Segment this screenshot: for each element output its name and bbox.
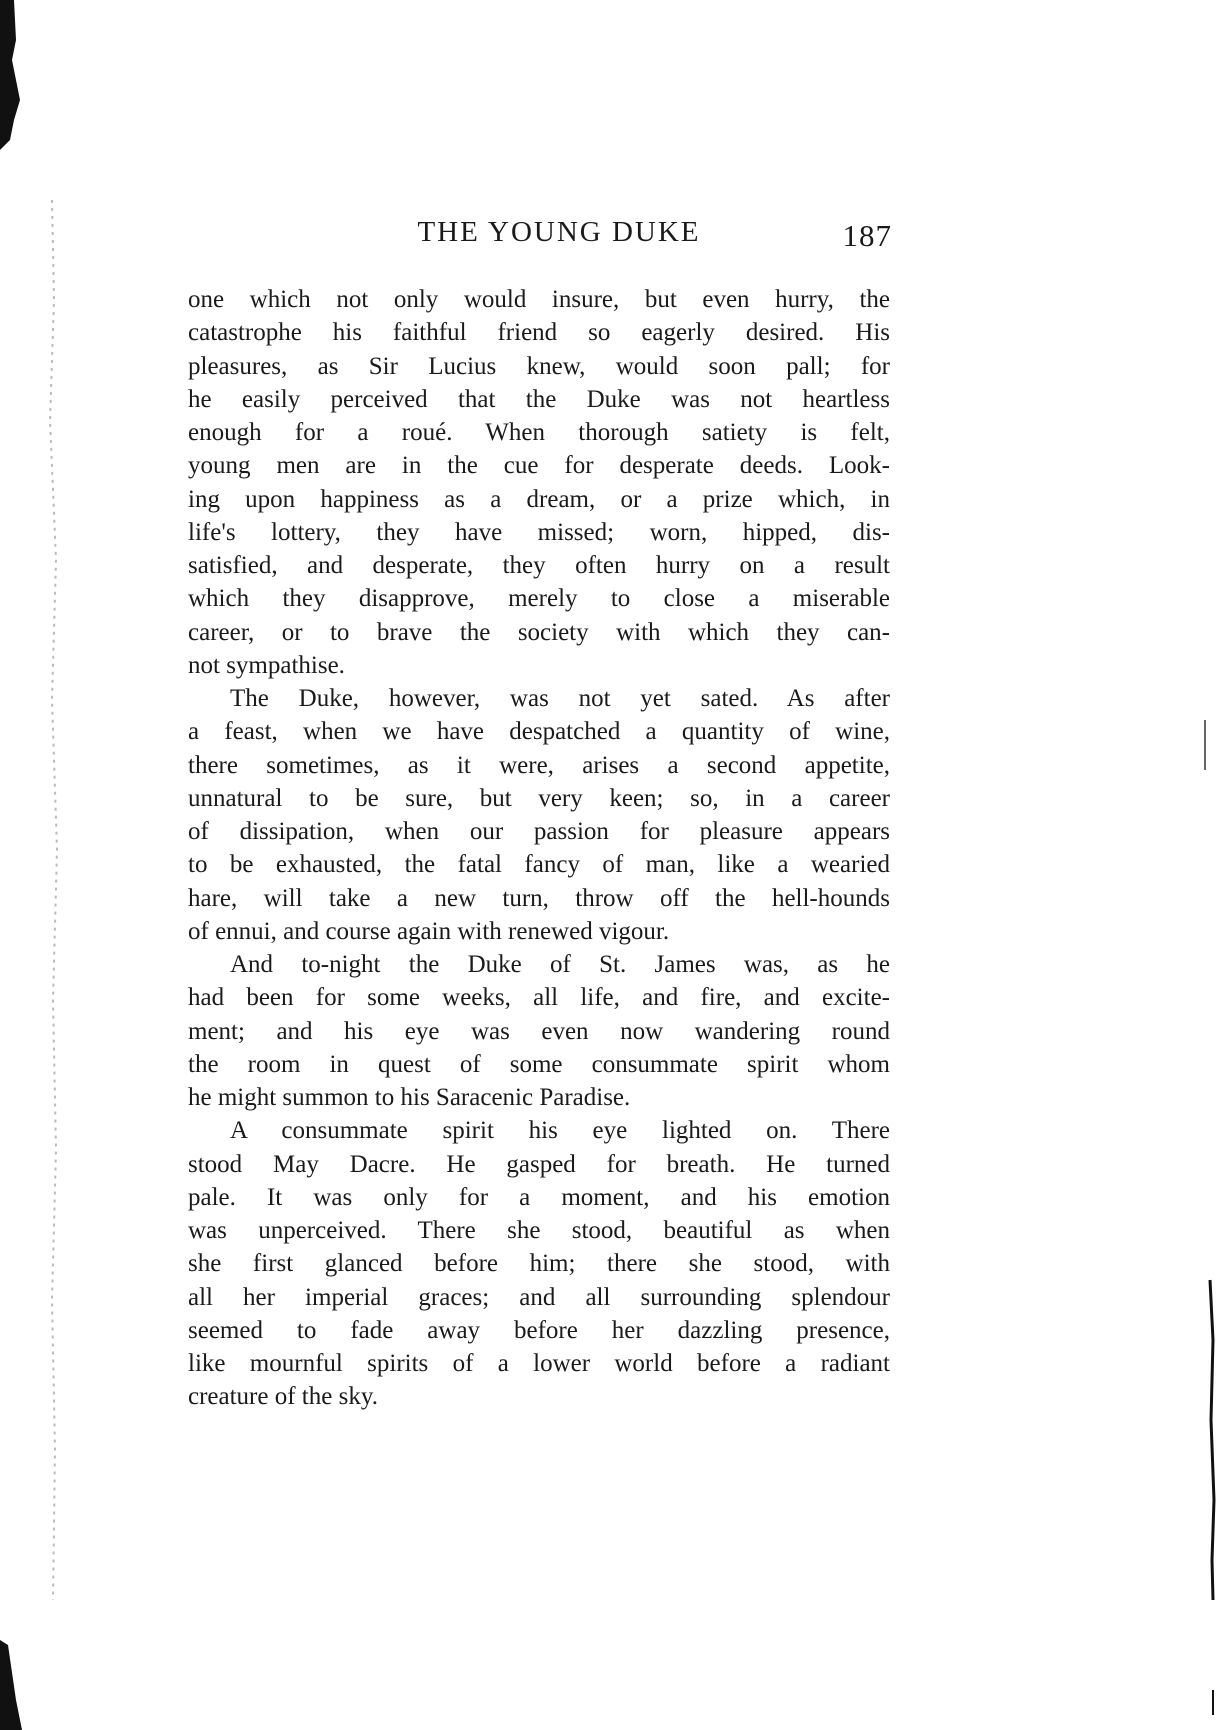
text-line: enough for a roué. When thorough satiety is felt, [188, 419, 890, 446]
text-line: ing upon happiness as a dream, or a prize which, in [188, 485, 890, 513]
running-title: THE YOUNG DUKE [417, 216, 701, 248]
text-line: ment; and his eye was even now wandering round [188, 1017, 890, 1045]
text-line: was unperceived. There she stood, beautiful as when [188, 1217, 890, 1244]
text-line: a feast, when we have despatched a quantity of wine, [188, 718, 890, 746]
page-header [186, 212, 892, 256]
text-line: The Duke, however, was not yet sated. As after [230, 685, 890, 712]
text-line: life's lottery, they have missed; worn, hipped, dis- [188, 518, 890, 546]
text-line: unnatural to be sure, but very keen; so, in a career [188, 784, 890, 812]
text-line: A consummate spirit his eye lighted on. There [230, 1117, 890, 1145]
text-line: he easily perceived that the Duke was not heartless [188, 385, 890, 413]
text-line: of dissipation, when our passion for pleasure appears [188, 818, 890, 845]
text-line: satisfied, and desperate, they often hurry on a result [188, 552, 890, 579]
scan-edge-left [0, 0, 60, 1730]
text-line: like mournful spirits of a lower world before a radiant [188, 1350, 890, 1377]
body-text [188, 283, 890, 1414]
text-line: he might summon to his Saracenic Paradise. [188, 1084, 631, 1111]
text-line: And to-night the Duke of St. James was, as he [230, 951, 890, 978]
text-line: not sympathise. [188, 651, 345, 679]
page-number: 187 [842, 218, 892, 253]
text-line: pale. It was only for a moment, and his emotion [188, 1183, 890, 1211]
text-line: stood May Dacre. He gasped for breath. He turned [188, 1150, 890, 1178]
text-line: pleasures, as Sir Lucius knew, would soon pall; for [188, 352, 890, 380]
text-line: to be exhausted, the fatal fancy of man, like a wearied [188, 851, 890, 879]
text-line: all her imperial graces; and all surrounding splendour [188, 1283, 890, 1311]
text-line: had been for some weeks, all life, and fire, and excite- [188, 984, 890, 1012]
text-line: career, or to brave the society with which they can- [188, 618, 890, 646]
text-line: young men are in the cue for desperate deeds. Look- [188, 452, 890, 480]
text-line: seemed to fade away before her dazzling presence, [188, 1316, 890, 1344]
text-line: which they disapprove, merely to close a miserable [188, 585, 890, 613]
text-line: hare, will take a new turn, throw off the hell-hounds [188, 884, 890, 912]
text-line: there sometimes, as it were, arises a second appetite, [188, 751, 890, 779]
text-line: catastrophe his faithful friend so eagerly desired. His [188, 319, 890, 347]
scan-edge-right [1183, 0, 1223, 1730]
text-line: the room in quest of some consummate spirit whom [188, 1050, 890, 1078]
text-line: creature of the sky. [188, 1383, 378, 1411]
text-line: she first glanced before him; there she stood, with [188, 1250, 890, 1278]
text-line: one which not only would insure, but even hurry, the [188, 286, 890, 313]
text-line: of ennui, and course again with renewed vigour. [188, 917, 670, 945]
